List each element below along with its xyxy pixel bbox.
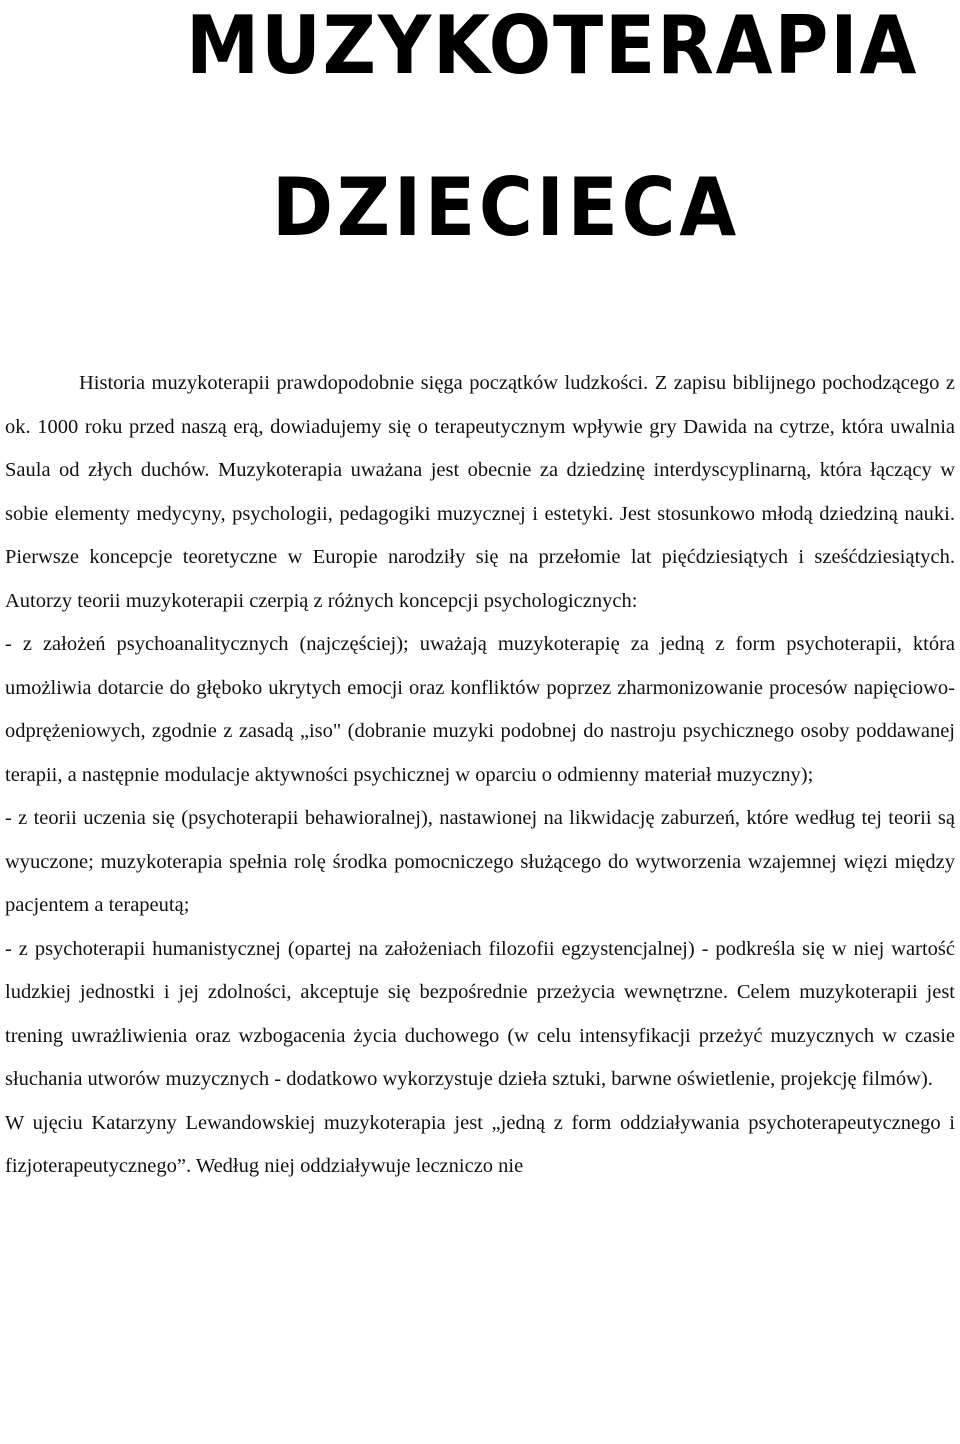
paragraph-humanistic: - z psychoterapii humanistycznej (opartej na założeniach filozofii egzystencjalnej) - podkreśla się w niej wartość ludzkiej jednostki i jej zdolności, akceptuje się bezpośrednie przeżycia wewnętrzne. Celem muzykoterapii jest trening uwrażliwienia oraz wzbogacenia życia duchowego (w celu intensyfikacji przeżyć muzycznych w czasie słuchania utworów muzycznych - dodatkowo wykorzystuje dzieła sztuki, barwne oświetlenie, projekcję filmów).	[5, 937, 955, 1090]
paragraph-history: Historia muzykoterapii prawdopodobnie sięga początków ludzkości. Z zapisu biblijnego pochodzącego z ok. 1000 roku przed naszą erą, dowiadujemy się o terapeutycznym wpływie gry Dawida na cytrze, która uwalnia Saula od złych duchów. Muzykoterapia uważana jest obecnie za dziedzinę interdyscyplinarną, która łączący w sobie elementy medycyny, psychologii, pedagogiki muzycznej i estetyki. Jest stosunkowo młodą dziedziną nauki. Pierwsze koncepcje teoretyczne w Europie narodziły się na przełomie lat pięćdziesiątych i sześćdziesiątych. Autorzy teorii muzykoterapii czerpią z różnych koncepcji psychologicznych:	[5, 372, 955, 612]
paragraph-psychoanalytic: - z założeń psychoanalitycznych (najczęściej); uważają muzykoterapię za jedną z form psychoterapii, która umożliwia dotarcie do głęboko ukrytych emocji oraz konfliktów poprzez zharmonizowanie procesów napięciowo-odprężeniowych, zgodnie z zasadą „iso" (dobranie muzyki podobnej do nastroju psychicznego osoby poddawanej terapii, a następnie modulacje aktywności psychicznej w oparciu o odmienny materiał muzyczny);	[5, 633, 955, 786]
document-body	[5, 362, 955, 1189]
paragraph-lewandowska: W ujęciu Katarzyny Lewandowskiej muzykoterapia jest „jedną z form oddziaływania psychoterapeutycznego i fizjoterapeutycznego”. Według niej oddziaływuje leczniczo nie	[5, 1111, 955, 1177]
document-title-line-2: DZIECIECA	[272, 161, 740, 254]
paragraph-learning-theory: - z teorii uczenia się (psychoterapii behawioralnej), nastawionej na likwidację zaburzeń, które według tej teorii są wyuczone; muzykoterapia spełnia rolę środka pomocniczego służącego do wytworzenia wzajemnej więzi między pacjentem a terapeutą;	[5, 807, 955, 916]
document-title-line-1: MUZYKOTERAPIA	[186, 0, 919, 92]
